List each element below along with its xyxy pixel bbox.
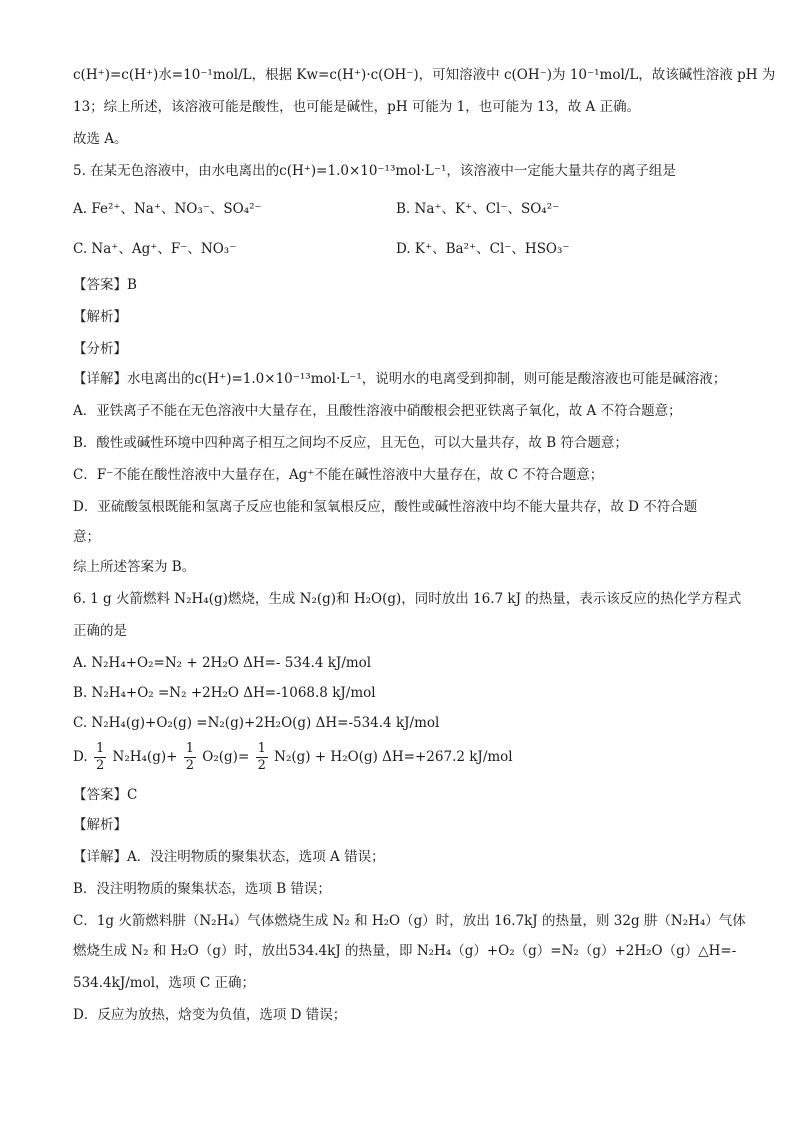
fraction-half: $\frac{1}{2}$ (185, 741, 194, 773)
option-6d (73, 740, 513, 774)
option-6d-term1: N₂H₄(g)+ (112, 749, 178, 765)
fraction-half: $\frac{1}{2}$ (95, 741, 105, 773)
detail-line: C．1g 火箭燃料肼（N₂H₄）气体燃烧生成 N₂ 和 H₂O（g）时，放出 16.7kJ 的热量，则 32g 肼（N₂H₄）气体 (73, 913, 746, 929)
detail-line: C．F⁻不能在酸性溶液中大量存在，Ag⁺不能在碱性溶液中大量存在，故 C 不符合题意； (73, 467, 604, 483)
option-5a: A. Fe²⁺、Na⁺、NO₃⁻、SO₄²⁻ (73, 201, 262, 217)
text-line: 故选 A。 (73, 131, 128, 147)
detail-line: D．亚硫酸氢根既能和氢离子反应也能和氢氧根反应，酸性或碱性溶液中均不能大量共存，故 D 不符合题 (73, 499, 698, 515)
detail-line: A．亚铁离子不能在无色溶液中大量存在，且酸性溶液中硝酸根会把亚铁离子氧化，故 A 不符合题意； (73, 403, 682, 419)
option-5d: D. K⁺、Ba²⁺、Cl⁻、HSO₃⁻ (396, 241, 570, 257)
detail-line: B．没注明物质的聚集状态，选项 B 错误； (73, 881, 331, 897)
option-6b: B. N₂H₄+O₂ =N₂ +2H₂O ΔH=-1068.8 kJ/mol (73, 685, 376, 701)
analysis-heading-6: 【解析】 (73, 817, 127, 833)
question-6-stem-cont: 正确的是 (73, 623, 127, 639)
summary-5: 综上所述答案为 B。 (73, 559, 196, 575)
detail-line: B．酸性或碱性环境中四种离子相互之间均不反应，且无色，可以大量共存，故 B 符合题意； (73, 435, 628, 451)
question-6-stem: 6. 1 g 火箭燃料 N₂H₄(g)燃烧，生成 N₂(g)和 H₂O(g)，同时放出 16.7 kJ 的热量，表示该反应的热化学方程式 (73, 591, 742, 607)
text-line: c(H⁺)=c(H⁺)水=10⁻¹mol/L，根据 Kw=c(H⁺)·c(OH⁻)，可知溶液中 c(OH⁻)为 10⁻¹mol/L，故该碱性溶液 pH 为 (73, 67, 776, 83)
detail-line: 意； (73, 529, 100, 545)
fraction-half: $\frac{1}{2}$ (257, 741, 266, 773)
answer-5: 【答案】B (73, 277, 137, 293)
answer-6: 【答案】C (73, 787, 138, 803)
analysis-sub-heading-5: 【分析】 (73, 341, 127, 357)
detail-line: D．反应为放热，焓变为负值，选项 D 错误； (73, 1007, 347, 1023)
detail-line: 534.4kJ/mol，选项 C 正确； (73, 975, 255, 991)
detail-line: 【详解】水电离出的c(H⁺)=1.0×10⁻¹³mol·L⁻¹，说明水的电离受到抑制，则可能是酸溶液也可能是碱溶液； (73, 371, 727, 387)
option-5b: B. Na⁺、K⁺、Cl⁻、SO₄²⁻ (396, 201, 560, 217)
detail-line: 燃烧生成 N₂ 和 H₂O（g）时，放出534.4kJ 的热量，即 N₂H₄（g）+O₂（g）=N₂（g）+2H₂O（g）△H=- (73, 943, 737, 959)
option-6d-term2: O₂(g)= (202, 749, 250, 765)
question-5-stem: 5. 在某无色溶液中，由水电离出的c(H⁺)=1.0×10⁻¹³mol·L⁻¹，该溶液中一定能大量共存的离子组是 (73, 163, 676, 179)
text-line: 13；综上所述，该溶液可能是酸性，也可能是碱性，pH 可能为 1，也可能为 13，故 A 正确。 (73, 99, 641, 115)
analysis-heading-5: 【解析】 (73, 309, 127, 325)
detail-line: 【详解】A．没注明物质的聚集状态，选项 A 错误； (73, 849, 385, 865)
option-6d-prefix: D. (73, 749, 88, 765)
option-5c: C. Na⁺、Ag⁺、F⁻、NO₃⁻ (73, 241, 237, 257)
option-6c: C. N₂H₄(g)+O₂(g) =N₂(g)+2H₂O(g) ΔH=-534.4 kJ/mol (73, 715, 440, 731)
option-6a: A. N₂H₄+O₂=N₂ + 2H₂O ΔH=- 534.4 kJ/mol (73, 655, 372, 671)
option-6d-term3: N₂(g) + H₂O(g) ΔH=+267.2 kJ/mol (274, 749, 513, 765)
